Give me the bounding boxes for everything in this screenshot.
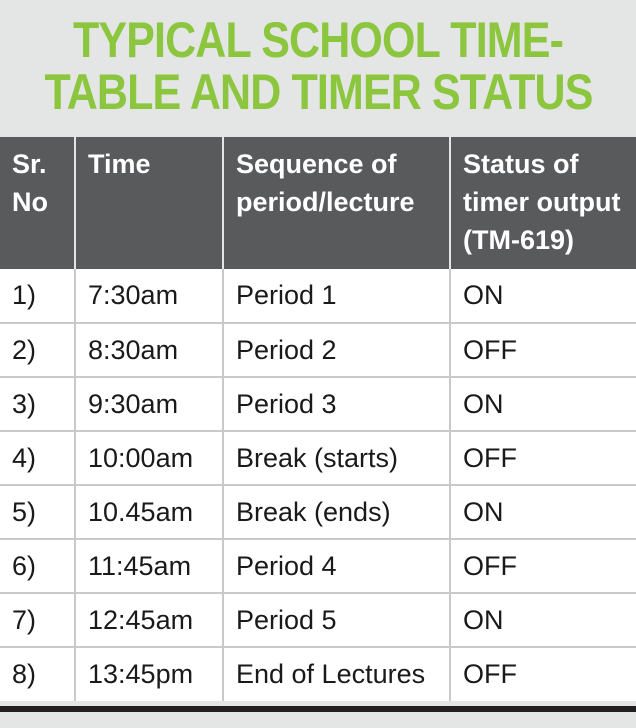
cell-time: 7:30am <box>75 269 223 323</box>
header-status-line: timer output <box>463 187 621 217</box>
cell-sequence: Period 4 <box>223 539 450 593</box>
cell-time: 13:45pm <box>75 647 223 701</box>
bottom-rule <box>0 706 636 712</box>
header-time-line: Time <box>88 149 151 179</box>
cell-status: OFF <box>450 647 636 701</box>
cell-time: 9:30am <box>75 377 223 431</box>
table-row <box>0 431 636 485</box>
table-row <box>0 539 636 593</box>
cell-sr-no: 3) <box>0 377 75 431</box>
cell-status: ON <box>450 269 636 323</box>
cell-time: 10:00am <box>75 431 223 485</box>
cell-time: 12:45am <box>75 593 223 647</box>
table-row <box>0 377 636 431</box>
cell-time: 11:45am <box>75 539 223 593</box>
cell-sequence: Period 3 <box>223 377 450 431</box>
cell-sequence: Break (starts) <box>223 431 450 485</box>
table-title <box>45 0 592 137</box>
header-sequence-line: period/lecture <box>236 187 415 217</box>
cell-sequence: Period 2 <box>223 323 450 377</box>
table-row <box>0 593 636 647</box>
cell-sequence: Period 5 <box>223 593 450 647</box>
header-row <box>0 137 636 269</box>
table-row <box>0 647 636 701</box>
cell-sequence: Period 1 <box>223 269 450 323</box>
cell-sr-no: 8) <box>0 647 75 701</box>
cell-time: 10.45am <box>75 485 223 539</box>
cell-status: ON <box>450 485 636 539</box>
cell-sr-no: 4) <box>0 431 75 485</box>
timetable <box>0 137 636 701</box>
cell-status: OFF <box>450 431 636 485</box>
header-sequence <box>223 137 450 269</box>
header-status <box>450 137 636 269</box>
header-time <box>75 137 223 269</box>
header-sequence-line: Sequence of <box>236 149 397 179</box>
cell-sr-no: 5) <box>0 485 75 539</box>
table-row <box>0 485 636 539</box>
cell-sr-no: 7) <box>0 593 75 647</box>
table-row <box>0 323 636 377</box>
cell-sr-no: 1) <box>0 269 75 323</box>
cell-sequence: Break (ends) <box>223 485 450 539</box>
header-sr-no-line: Sr. <box>12 149 47 179</box>
cell-time: 8:30am <box>75 323 223 377</box>
header-sr-no-line: No <box>12 187 48 217</box>
cell-status: OFF <box>450 323 636 377</box>
title-line-2: TABLE AND TIMER STATUS <box>44 64 593 120</box>
cell-sr-no: 6) <box>0 539 75 593</box>
cell-sr-no: 2) <box>0 323 75 377</box>
title-line-1: TYPICAL SCHOOL TIME- <box>72 12 564 68</box>
header-status-line: Status of <box>463 149 579 179</box>
table-row <box>0 269 636 323</box>
cell-status: OFF <box>450 539 636 593</box>
cell-status: ON <box>450 377 636 431</box>
header-sr-no <box>0 137 75 269</box>
header-status-line: (TM-619) <box>463 225 575 255</box>
cell-status: ON <box>450 593 636 647</box>
cell-sequence: End of Lectures <box>223 647 450 701</box>
